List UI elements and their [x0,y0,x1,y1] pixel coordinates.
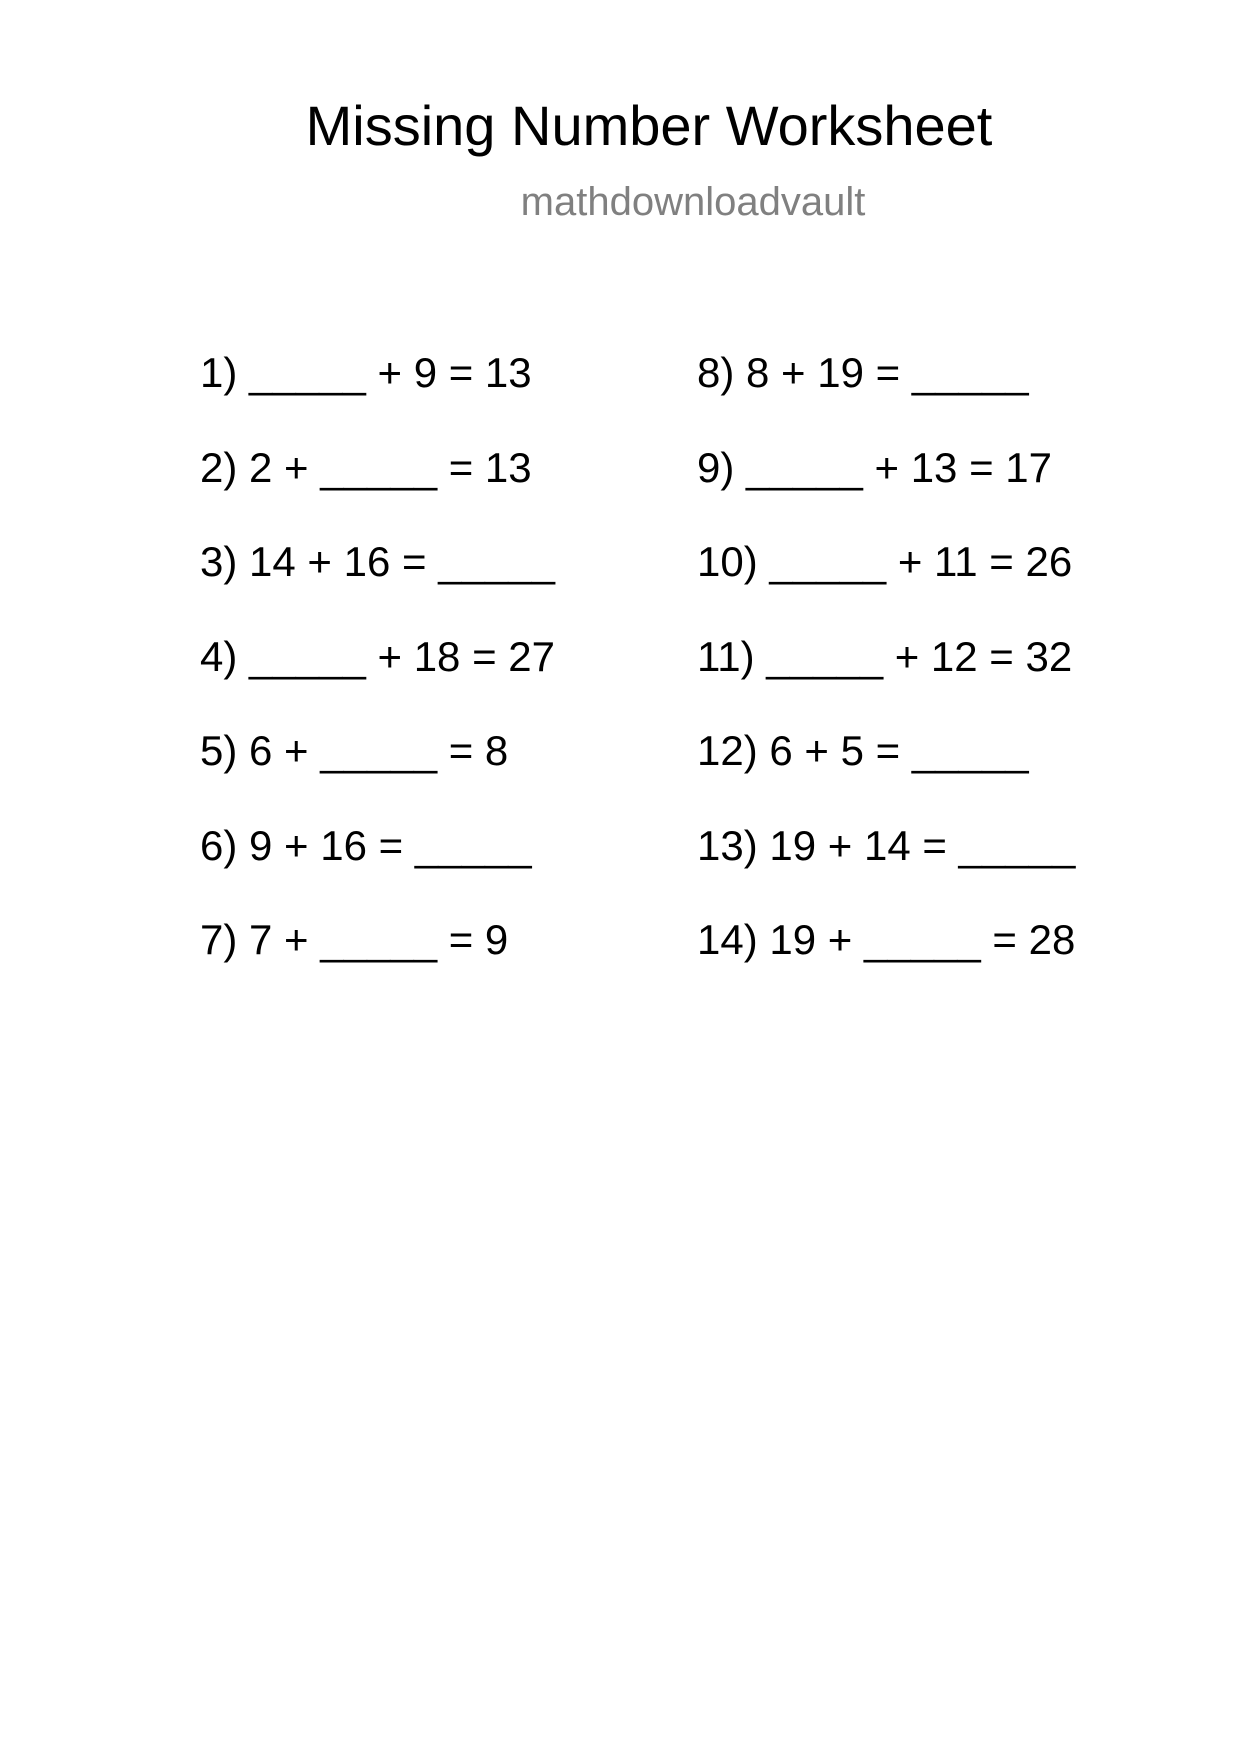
problem-number: 5) [200,727,238,774]
problem-expression: _____ + 9 = 13 [249,349,532,396]
problem-7 [200,916,555,1014]
problem-number: 11) [697,632,755,680]
problem-number: 1) [200,349,238,396]
worksheet-subtitle: mathdownloadvault [520,180,866,224]
worksheet-title: Missing Number Worksheet [305,94,993,157]
problem-number: 6) [200,821,238,869]
problem-12 [697,727,1075,825]
problem-number: 10) [697,538,758,585]
problem-4 [200,632,555,731]
problems-column-right [697,349,1076,1014]
problem-expression: 6 + 5 = _____ [769,727,1029,774]
problem-5 [200,727,555,825]
problem-expression: _____ + 12 = 32 [766,632,1073,680]
problem-expression: 6 + _____ = 8 [249,727,509,774]
problem-expression: 19 + 14 = _____ [769,821,1076,869]
problem-3 [200,538,555,636]
problem-number: 12) [697,727,758,774]
problem-number: 14) [697,916,758,963]
problem-expression: 7 + _____ = 9 [249,916,509,963]
problem-1 [200,349,555,447]
problem-expression: _____ + 13 = 17 [746,443,1052,491]
problem-9 [697,443,1075,542]
problem-10 [697,538,1075,636]
problem-expression: 19 + _____ = 28 [769,916,1076,963]
problem-8 [697,349,1075,447]
problem-expression: _____ + 18 = 27 [249,632,555,680]
problem-expression: 8 + 19 = _____ [746,349,1029,396]
problem-expression: 14 + 16 = _____ [249,538,555,585]
problem-expression: _____ + 11 = 26 [769,538,1073,585]
problem-expression: 9 + 16 = _____ [249,821,532,869]
problem-number: 8) [697,349,735,396]
problem-13 [697,821,1076,920]
problem-number: 3) [200,538,238,585]
problem-number: 4) [200,632,238,680]
problem-11 [697,632,1075,731]
problem-number: 9) [697,443,735,491]
problem-number: 13) [697,821,758,869]
problems-column-left [200,349,555,1014]
problem-expression: 2 + _____ = 13 [249,443,532,491]
problem-14 [697,916,1076,1014]
problem-number: 7) [200,916,238,963]
problem-number: 2) [200,443,238,491]
problem-6 [200,821,555,920]
problem-2 [200,443,555,542]
